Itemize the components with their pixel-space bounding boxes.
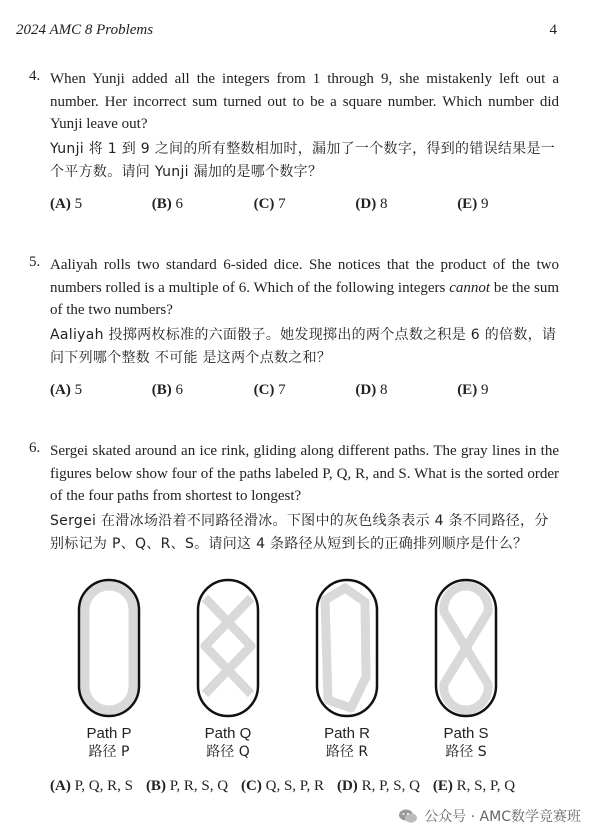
problem-text-cn: Aaliyah 投掷两枚标准的六面骰子。她发现掷出的两个点数之积是 6 的倍数，请问下列哪个整数 不可能 是这两个点数之和？ bbox=[50, 326, 557, 366]
choice-label: (B) bbox=[151, 195, 172, 212]
problem-5 bbox=[29, 254, 559, 399]
answer-choices bbox=[50, 778, 559, 795]
choice-label: (C) bbox=[241, 778, 262, 794]
choice-d[interactable] bbox=[355, 382, 457, 399]
problem-text-part: be the sum of the two numbers? bbox=[50, 279, 559, 318]
choice-c[interactable] bbox=[254, 382, 356, 399]
choice-label: (D) bbox=[355, 195, 377, 212]
problem-4 bbox=[29, 68, 559, 213]
choice-value: 8 bbox=[379, 381, 388, 398]
path-label-en: Path P bbox=[86, 725, 132, 742]
choice-b[interactable] bbox=[146, 778, 228, 795]
choice-label: (D) bbox=[336, 778, 358, 794]
choice-value: R, S, P, Q bbox=[456, 778, 516, 794]
path-p-label bbox=[64, 725, 154, 761]
choice-label: (C) bbox=[253, 195, 275, 212]
choice-d[interactable] bbox=[337, 778, 420, 795]
choice-c[interactable] bbox=[254, 196, 356, 213]
choice-label: (E) bbox=[457, 381, 478, 398]
path-label-cn: 路径 S bbox=[445, 744, 487, 760]
watermark bbox=[398, 806, 581, 826]
problem-number: 4. bbox=[29, 68, 41, 84]
choice-value: Q, S, P, R bbox=[265, 778, 324, 794]
choice-label: (E) bbox=[457, 195, 478, 212]
choice-value: P, R, S, Q bbox=[169, 778, 229, 794]
answer-choices bbox=[50, 382, 559, 399]
rink-path-p bbox=[79, 580, 139, 716]
path-label-cn: 路径 Q bbox=[206, 744, 250, 760]
wechat-icon bbox=[398, 808, 418, 824]
choice-value: 5 bbox=[74, 381, 83, 398]
choice-d[interactable] bbox=[355, 196, 457, 213]
choice-e[interactable] bbox=[433, 778, 515, 795]
choice-label: (A) bbox=[50, 381, 71, 398]
problem-text bbox=[50, 254, 559, 322]
problem-text: Sergei skated around an ice rink, gliding along different paths. The gray lines in the figures below show four of the paths labeled P, Q, R, and S. What is the sorted order of the four paths from shortest to longest? bbox=[50, 443, 559, 504]
path-q-label bbox=[183, 725, 273, 761]
choice-label: (D) bbox=[355, 381, 377, 398]
problem-text-part: Aaliyah rolls two standard 6-sided dice. She notices that the product of the two numbers rolled is a multiple of 6. Which of the following integers bbox=[50, 257, 559, 296]
path-label-en: Path Q bbox=[204, 725, 252, 742]
answer-choices bbox=[50, 196, 559, 213]
path-s-label bbox=[421, 725, 511, 761]
choice-e[interactable] bbox=[457, 382, 559, 399]
problem-text-cn: Yunji 将 1 到 9 之间的所有整数相加时，漏加了一个数字，得到的错误结果是一个平方数。请问 Yunji 漏加的是哪个数字？ bbox=[50, 140, 556, 180]
rink-path-r bbox=[317, 580, 377, 716]
problem-text-emphasis: cannot bbox=[449, 279, 491, 296]
choice-label: (A) bbox=[50, 778, 71, 794]
choice-value: 5 bbox=[74, 195, 83, 212]
path-label-en: Path S bbox=[443, 725, 489, 742]
choice-b[interactable] bbox=[152, 382, 254, 399]
choice-a[interactable] bbox=[50, 196, 152, 213]
choice-label: (B) bbox=[151, 381, 172, 398]
problem-6 bbox=[29, 440, 559, 556]
header-title: 2024 AMC 8 Problems bbox=[16, 22, 154, 38]
choice-value: 9 bbox=[480, 195, 489, 212]
choice-value: P, Q, R, S bbox=[74, 778, 133, 794]
choice-value: 7 bbox=[278, 195, 286, 212]
choice-value: R, P, S, Q bbox=[361, 778, 420, 794]
choice-c[interactable] bbox=[241, 778, 324, 795]
path-r-label bbox=[302, 725, 392, 761]
choice-value: 7 bbox=[278, 381, 286, 398]
choice-label: (E) bbox=[432, 778, 453, 794]
path-label-cn: 路径 P bbox=[88, 744, 130, 760]
choice-label: (A) bbox=[50, 195, 71, 212]
rink-path-q bbox=[198, 580, 258, 716]
choice-label: (C) bbox=[253, 381, 275, 398]
path-label-en: Path R bbox=[324, 725, 370, 742]
choice-e[interactable] bbox=[457, 196, 559, 213]
problem-text-cn: Sergei 在滑冰场沿着不同路径滑冰。下图中的灰色线条表示 4 条不同路径，分别标记为 P、Q、R、S。请问这 4 条路径从短到长的正确排列顺序是什么？ bbox=[50, 512, 549, 552]
choice-a[interactable] bbox=[50, 778, 133, 795]
rink-path-s bbox=[436, 580, 496, 716]
choice-value: 8 bbox=[379, 195, 388, 212]
watermark-text: 公众号 · AMC数学竞赛班 bbox=[424, 809, 581, 825]
choice-value: 6 bbox=[175, 195, 184, 212]
path-label-cn: 路径 R bbox=[325, 744, 369, 760]
choice-label: (B) bbox=[145, 778, 166, 794]
choice-b[interactable] bbox=[152, 196, 254, 213]
problem-text: When Yunji added all the integers from 1 through 9, she mistakenly left out a number. Her incorrect sum turned out to be a square number. Which number did Yunji leave out? bbox=[50, 71, 559, 132]
problem-6-choices bbox=[29, 778, 559, 795]
choice-a[interactable] bbox=[50, 382, 152, 399]
problem-number: 6. bbox=[29, 440, 41, 456]
choice-value: 9 bbox=[480, 381, 489, 398]
page-number: 4 bbox=[549, 22, 557, 38]
problem-number: 5. bbox=[29, 254, 41, 270]
choice-value: 6 bbox=[175, 381, 184, 398]
